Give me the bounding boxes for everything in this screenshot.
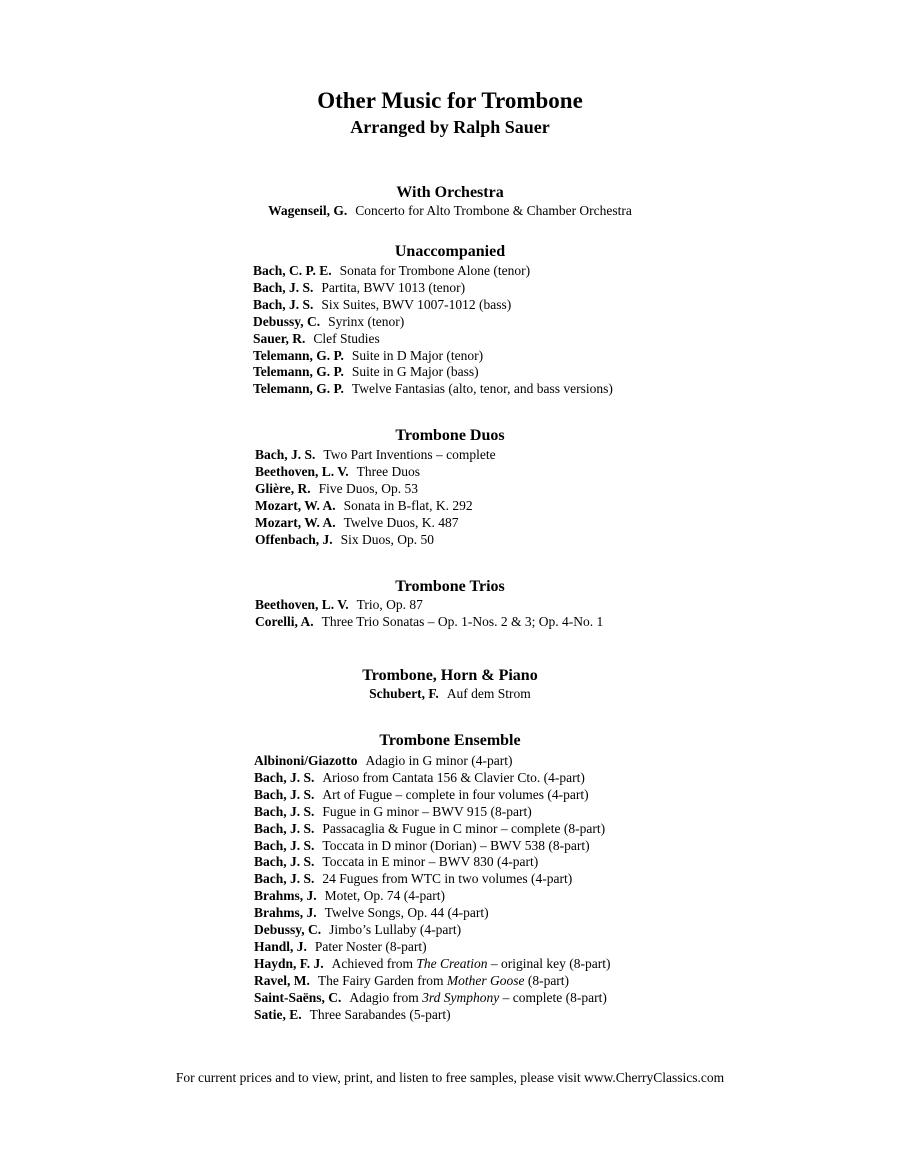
list-item: [255, 464, 496, 481]
composer-name: Telemann, G. P.: [253, 364, 344, 380]
list-item: [253, 280, 613, 297]
composer-name: Sauer, R.: [253, 330, 306, 346]
list-item: [255, 515, 496, 532]
composer-name: Debussy, C.: [253, 313, 321, 329]
work-title: Passacaglia & Fugue in C minor – complete (8-part): [322, 820, 606, 836]
composer-name: Bach, J. S.: [254, 871, 315, 887]
work-title: Sonata for Trombone Alone (tenor): [339, 263, 531, 278]
list-item: [255, 532, 496, 549]
list-item: [254, 838, 610, 855]
work-title: Trio, Op. 87: [356, 597, 423, 612]
work-title: Fugue in G minor – BWV 915 (8-part): [322, 803, 532, 819]
work-title: Achieved from The Creation – original key (8-part): [331, 955, 611, 971]
composer-name: Bach, J. S.: [255, 447, 316, 462]
list-item: [254, 990, 610, 1007]
work-title: Twelve Songs, Op. 44 (4-part): [324, 905, 489, 921]
composer-name: Corelli, A.: [255, 613, 314, 629]
work-title: The Fairy Garden from Mother Goose (8-part): [317, 972, 570, 988]
list-item: [255, 597, 603, 614]
composer-name: Bach, J. S.: [254, 786, 315, 802]
work-title: Five Duos, Op. 53: [318, 480, 418, 496]
composer-name: Schubert, F.: [369, 686, 439, 701]
work-title: Arioso from Cantata 156 & Clavier Cto. (4-part): [322, 769, 585, 785]
composer-name: Mozart, W. A.: [255, 497, 336, 513]
composer-name: Bach, J. S.: [253, 296, 314, 312]
list-item: [254, 1007, 610, 1024]
list-item: [254, 973, 610, 990]
section-heading-trios: Trombone Trios: [395, 578, 505, 595]
section-heading-ensemble: Trombone Ensemble: [379, 732, 521, 749]
composer-name: Telemann, G. P.: [253, 381, 344, 397]
work-title: Sonata in B-flat, K. 292: [343, 497, 473, 513]
composer-name: Handl, J.: [254, 938, 307, 954]
list-item: [254, 854, 610, 871]
section-heading-duos: Trombone Duos: [395, 427, 505, 444]
list-item: [254, 939, 610, 956]
list-item: [254, 888, 610, 905]
work-title: 24 Fugues from WTC in two volumes (4-part): [322, 871, 573, 887]
work-title: Syrinx (tenor): [328, 313, 405, 329]
work-title: Two Part Inventions – complete: [323, 447, 496, 462]
list-item: [254, 804, 610, 821]
list-item: [254, 871, 610, 888]
work-title: Art of Fugue – complete in four volumes (4-part): [322, 786, 589, 802]
page-title: Other Music for Trombone: [317, 88, 583, 113]
composer-name: Bach, J. S.: [254, 769, 315, 785]
list-item: [255, 481, 496, 498]
work-title: Six Duos, Op. 50: [340, 531, 435, 547]
list-item: [254, 753, 610, 770]
work-title: Six Suites, BWV 1007-1012 (bass): [321, 296, 512, 312]
composer-name: Ravel, M.: [254, 972, 310, 988]
work-title: Concerto for Alto Trombone & Chamber Orchestra: [355, 203, 632, 218]
composer-name: Bach, J. S.: [254, 837, 315, 853]
work-title: Toccata in D minor (Dorian) – BWV 538 (8-part): [322, 837, 590, 853]
list-item: [255, 614, 603, 631]
work-title: Partita, BWV 1013 (tenor): [321, 279, 466, 295]
composer-name: Bach, C. P. E.: [253, 263, 332, 278]
list-item: [253, 297, 613, 314]
list-item: [254, 956, 610, 973]
work-title: Toccata in E minor – BWV 830 (4-part): [322, 854, 539, 870]
list-item: [254, 821, 610, 838]
list-item: [253, 314, 613, 331]
section-heading-unaccompanied: Unaccompanied: [394, 243, 506, 260]
work-title: Three Duos: [356, 463, 420, 479]
list-item: [253, 263, 613, 280]
composer-name: Haydn, F. J.: [254, 955, 324, 971]
list-item: [254, 770, 610, 787]
work-title: Suite in D Major (tenor): [351, 347, 484, 363]
composer-name: Brahms, J.: [254, 888, 317, 904]
work-title: Motet, Op. 74 (4-part): [324, 888, 445, 904]
work-title: Adagio from 3rd Symphony – complete (8-part): [349, 989, 607, 1005]
work-title: Twelve Fantasias (alto, tenor, and bass versions): [351, 381, 613, 397]
composer-name: Albinoni/Giazotto: [254, 753, 358, 768]
composer-name: Satie, E.: [254, 1006, 302, 1022]
composer-name: Beethoven, L. V.: [255, 597, 349, 612]
composer-name: Saint-Saëns, C.: [254, 989, 342, 1005]
section-heading-horn-piano: Trombone, Horn & Piano: [362, 667, 538, 684]
composer-name: Telemann, G. P.: [253, 347, 344, 363]
work-title: Adagio in G minor (4-part): [365, 753, 513, 768]
page-subtitle: Arranged by Ralph Sauer: [350, 117, 550, 137]
composer-name: Offenbach, J.: [255, 531, 333, 547]
list-item: [254, 787, 610, 804]
work-title: Jimbo’s Lullaby (4-part): [329, 922, 462, 938]
list-item: [0, 203, 900, 220]
work-title: Three Sarabandes (5-part): [309, 1006, 451, 1022]
composer-name: Bach, J. S.: [253, 279, 314, 295]
work-title: Suite in G Major (bass): [351, 364, 479, 380]
work-title: Twelve Duos, K. 487: [343, 514, 459, 530]
composer-name: Brahms, J.: [254, 905, 317, 921]
composer-name: Debussy, C.: [254, 922, 322, 938]
list-item: [0, 686, 900, 703]
ensemble-list: [254, 753, 610, 1024]
list-item: [255, 498, 496, 515]
composer-name: Bach, J. S.: [254, 854, 315, 870]
work-title: Auf dem Strom: [446, 686, 531, 701]
list-item: [254, 922, 610, 939]
unaccompanied-list: [253, 263, 613, 398]
list-item: [253, 381, 613, 398]
composer-name: Beethoven, L. V.: [255, 463, 349, 479]
work-title: Pater Noster (8-part): [314, 938, 427, 954]
composer-name: Bach, J. S.: [254, 820, 315, 836]
work-title: Clef Studies: [313, 330, 380, 346]
duos-list: [255, 447, 496, 548]
list-item: [253, 364, 613, 381]
trios-list: [255, 597, 603, 631]
footer-note: For current prices and to view, print, and listen to free samples, please visit www.CherryClassics.com: [175, 1070, 725, 1085]
section-heading-orchestra: With Orchestra: [396, 184, 504, 201]
composer-name: Mozart, W. A.: [255, 514, 336, 530]
list-item: [253, 348, 613, 365]
list-item: [253, 331, 613, 348]
composer-name: Wagenseil, G.: [268, 203, 348, 218]
list-item: [255, 447, 496, 464]
composer-name: Glière, R.: [255, 480, 311, 496]
work-title: Three Trio Sonatas – Op. 1-Nos. 2 & 3; Op. 4-No. 1: [321, 613, 604, 629]
composer-name: Bach, J. S.: [254, 803, 315, 819]
list-item: [254, 905, 610, 922]
